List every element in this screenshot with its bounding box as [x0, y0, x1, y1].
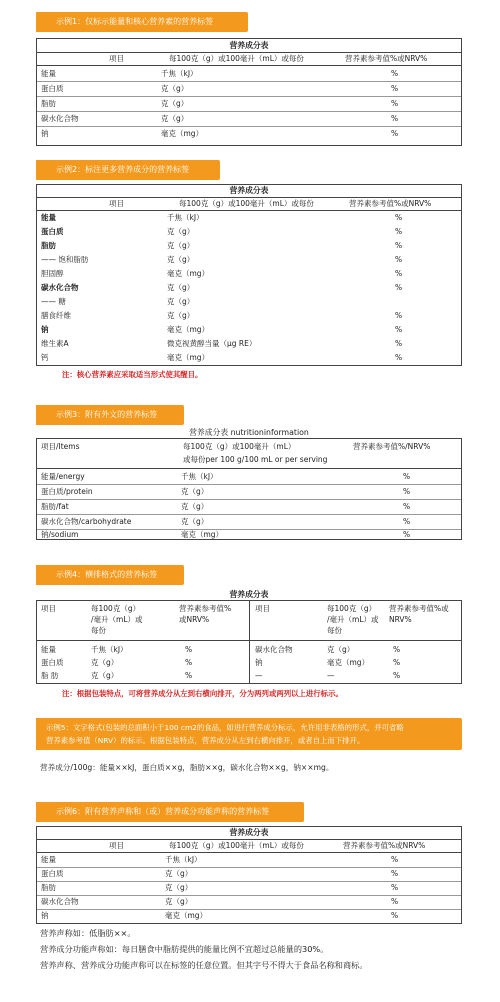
example3-row-nrv: %	[403, 487, 411, 496]
example6-header-item: 项目	[109, 841, 124, 850]
example2-row-name: 蛋白质	[41, 227, 64, 236]
example2-row-name: 钙	[41, 353, 49, 362]
example4-table-title: 营养成分表	[229, 590, 269, 599]
example4-left-row-nrv: %	[185, 645, 193, 654]
example2-banner: 示例2：标注更多营养成分的营养标签	[36, 160, 220, 180]
example4-right-row-nrv: %	[393, 658, 401, 667]
example2-header-nrv: 营养素参考值%或NRV%	[349, 199, 432, 208]
example3-row-unit: 克（g）	[181, 502, 209, 511]
example3-row-name: 钠/sodium	[41, 530, 79, 539]
example1-row-unit: 毫克（mg）	[161, 129, 204, 138]
example2-row-nrv: %	[395, 227, 403, 236]
example4-right-header-nrv2: NRV%	[389, 615, 412, 624]
example2-row-unit: 克（g）	[167, 227, 195, 236]
example1-row-nrv: %	[391, 84, 399, 93]
example4-left-row-name: 能量	[41, 645, 56, 654]
example2-row-unit: 毫克（mg）	[167, 269, 210, 278]
example3-table	[36, 438, 462, 540]
example5-text: 营养成分/100g：能量××kJ，蛋白质××g，脂肪××g，碳水化合物××g，钠××mg。	[40, 763, 334, 772]
example3-row-nrv: %	[403, 502, 411, 511]
example6-row-name: 碳水化合物	[41, 897, 79, 906]
example3-row-name: 能量/energy	[41, 472, 85, 481]
example2-row-unit: 克（g）	[167, 283, 195, 292]
example3-row-unit: 克（g）	[181, 517, 209, 526]
example4-right-row-unit: —	[327, 671, 335, 680]
example2-row-unit: 克（g）	[167, 241, 195, 250]
example3-header-per-serving: 或每份per 100 g/100 mL or per serving	[183, 455, 328, 464]
example6-row-nrv: %	[391, 883, 399, 892]
example2-row-name: 脂肪	[41, 241, 56, 250]
example2-row-nrv: %	[395, 241, 403, 250]
example2-row-unit: 千焦（kJ）	[167, 213, 204, 222]
example5-banner-line1: 示例5：文字格式(包装的总面积小于100 cm2的食品，如进行营养成分标示，允许用非表格的形式，并可省略	[46, 723, 404, 732]
example1-table	[36, 38, 462, 146]
example4-right-header-item: 项目	[255, 604, 270, 613]
example6-row-unit: 毫克（mg）	[165, 911, 208, 920]
example2-row-name: 维生素A	[41, 339, 69, 348]
example6-row-name: 蛋白质	[41, 869, 64, 878]
example1-row-nrv: %	[391, 114, 399, 123]
example5-banner-line2: 营养素参考值（NRV）的标示。根据包装特点，营养成分从左到右横向排开，或者自上而下排开。	[46, 736, 365, 745]
example1-row-unit: 千焦（kJ）	[161, 69, 198, 78]
example2-row-nrv: %	[395, 255, 403, 264]
example4-right-row-unit: 克（g）	[327, 645, 355, 654]
example3-row-nrv: %	[403, 530, 411, 539]
example2-row-name: 能量	[41, 213, 56, 222]
example2-row-nrv: %	[395, 269, 403, 278]
example3-row-nrv: %	[403, 517, 411, 526]
example4-left-header-per100: 每100克（g）	[91, 604, 141, 613]
example3-header-item: 项目/Items	[41, 442, 80, 451]
example4-right-row-nrv: %	[393, 645, 401, 654]
example3-table-title: 营养成分表 nutritioninformation	[189, 428, 309, 437]
example6-row-unit: 克（g）	[165, 897, 193, 906]
example1-row-unit: 克（g）	[161, 84, 189, 93]
example2-row-unit: 毫克（mg）	[167, 353, 210, 362]
example2-note: 注：核心营养素应采取适当形式使其醒目。	[62, 370, 203, 379]
example4-right-header-nrv: 营养素参考值%或	[389, 604, 449, 613]
example6-claim-line: 营养声称如：低脂肪××。	[40, 928, 136, 938]
example1-header-nrv: 营养素参考值%或NRV%	[345, 54, 428, 63]
example6-row-nrv: %	[391, 897, 399, 906]
example6-row-name: 脂肪	[41, 883, 56, 892]
example1-row-nrv: %	[391, 99, 399, 108]
example2-row-unit: 克（g）	[167, 297, 195, 306]
example4-left-header-nrv: 营养素参考值%	[179, 604, 232, 613]
example2-row-nrv: %	[395, 353, 403, 362]
example1-row-name: 碳水化合物	[41, 114, 79, 123]
example4-left-row-unit: 克（g）	[91, 658, 119, 667]
example6-banner: 示例6：附有营养声称和（或）营养成分功能声称的营养标签	[36, 802, 304, 822]
example4-right-row-name: 钠	[255, 658, 263, 667]
example2-row-nrv: %	[395, 311, 403, 320]
example1-row-nrv: %	[391, 129, 399, 138]
example2-row-unit: 克（g）	[167, 311, 195, 320]
example4-right-row-nrv: %	[393, 671, 401, 680]
example1-row-name: 能量	[41, 69, 56, 78]
example2-header-item: 项目	[109, 199, 124, 208]
example1-row-name: 钠	[41, 129, 49, 138]
example1-header-per100: 每100克（g）或100毫升（mL）或每份	[169, 54, 304, 63]
example6-row-nrv: %	[391, 869, 399, 878]
example4-left-row-unit: 克（g）	[91, 671, 119, 680]
example6-row-unit: 克（g）	[165, 883, 193, 892]
example6-row-unit: 克（g）	[165, 869, 193, 878]
example2-row-name: —— 饱和脂肪	[41, 255, 89, 264]
example4-left-header-nrv2: 或NRV%	[179, 615, 210, 624]
example3-row-unit: 克（g）	[181, 487, 209, 496]
example3-header-nrv: 营养素参考值%/NRV%	[353, 442, 431, 451]
example6-function-claim-line: 营养成分功能声称如：每日膳食中脂肪提供的能量比例不宜超过总能量的30%。	[40, 944, 329, 954]
example6-row-name: 钠	[41, 911, 49, 920]
example2-row-name: 膳食纤维	[41, 311, 71, 320]
example2-row-nrv: %	[395, 339, 403, 348]
example1-table-title: 营养成分表	[229, 41, 269, 50]
example4-left-row-nrv: %	[185, 658, 193, 667]
example4-right-header-ml: /毫升（mL）或	[327, 615, 379, 624]
example2-row-name: 碳水化合物	[41, 283, 79, 292]
example4-left-header-ml: /毫升（mL）或	[91, 615, 143, 624]
example1-header-item: 项目	[109, 54, 124, 63]
example4-left-row-unit: 千焦（kJ）	[91, 645, 128, 654]
example6-header-per100: 每100克（g）或100毫升（mL）或每份	[169, 841, 304, 850]
example1-row-unit: 克（g）	[161, 114, 189, 123]
example2-row-nrv: %	[395, 283, 403, 292]
example1-banner: 示例1：仅标示能量和核心营养素的营养标签	[36, 12, 248, 32]
example4-left-row-name: 脂 肪	[41, 671, 59, 680]
example2-table-title: 营养成分表	[229, 186, 269, 195]
example1-row-unit: 克（g）	[161, 99, 189, 108]
example6-header-nrv: 营养素参考值%或NRV%	[343, 841, 426, 850]
example5-banner	[36, 718, 462, 750]
example6-row-nrv: %	[391, 911, 399, 920]
example1-row-name: 蛋白质	[41, 84, 64, 93]
example2-row-nrv: %	[395, 213, 403, 222]
example4-right-row-unit: 毫克（mg）	[327, 658, 370, 667]
example3-row-name: 脂肪/fat	[41, 502, 69, 511]
example3-row-name: 蛋白质/protein	[41, 487, 93, 496]
example4-left-header-item: 项目	[41, 604, 56, 613]
example4-right-header-per100: 每100克（g）	[327, 604, 377, 613]
example3-row-unit: 毫克（mg）	[181, 530, 224, 539]
example1-row-name: 脂肪	[41, 99, 56, 108]
example3-row-name: 碳水化合物/carbohydrate	[41, 517, 132, 526]
example6-row-name: 能量	[41, 855, 56, 864]
example4-left-header-serving: 每份	[91, 626, 106, 635]
example2-row-unit: 微克视黄醇当量（μg RE）	[167, 339, 257, 348]
example2-row-unit: 毫克（mg）	[167, 325, 210, 334]
example2-row-unit: 克（g）	[167, 255, 195, 264]
example4-left-row-name: 蛋白质	[41, 658, 64, 667]
example4-right-header-serving: 每份	[327, 626, 342, 635]
example3-banner: 示例3：附有外文的营养标签	[36, 405, 184, 425]
example1-row-nrv: %	[391, 69, 399, 78]
example3-row-unit: 千焦（kJ）	[181, 472, 218, 481]
example6-row-nrv: %	[391, 855, 399, 864]
example3-header-per100: 每100克（g）或100毫升（mL）	[183, 442, 296, 451]
example2-table	[36, 184, 462, 366]
example6-position-line: 营养声称、营养成分功能声称可以在标签的任意位置。但其字号不得大于食品名称和商标。	[40, 960, 368, 970]
example3-row-nrv: %	[403, 472, 411, 481]
example2-row-name: 钠	[41, 325, 49, 334]
example2-row-name: —— 糖	[41, 297, 66, 306]
example4-left-row-nrv: %	[185, 671, 193, 680]
example6-table-title: 营养成分表	[229, 828, 269, 837]
example2-row-nrv: %	[395, 325, 403, 334]
example4-banner: 示例4：横排格式的营养标签	[36, 565, 184, 585]
example4-right-row-name: —	[255, 671, 263, 680]
example4-table	[36, 600, 462, 684]
example4-note: 注：根据包装特点，可将营养成分从左到右横向排开，分为两列或两列以上进行标示。	[62, 689, 343, 698]
example6-row-unit: 千焦（kJ）	[165, 855, 202, 864]
example2-row-name: 胆固醇	[41, 269, 64, 278]
example2-header-per100: 每100克（g）或100毫升（mL）或每份	[179, 199, 314, 208]
example4-right-row-name: 碳水化合物	[255, 645, 293, 654]
example6-table	[36, 826, 462, 924]
